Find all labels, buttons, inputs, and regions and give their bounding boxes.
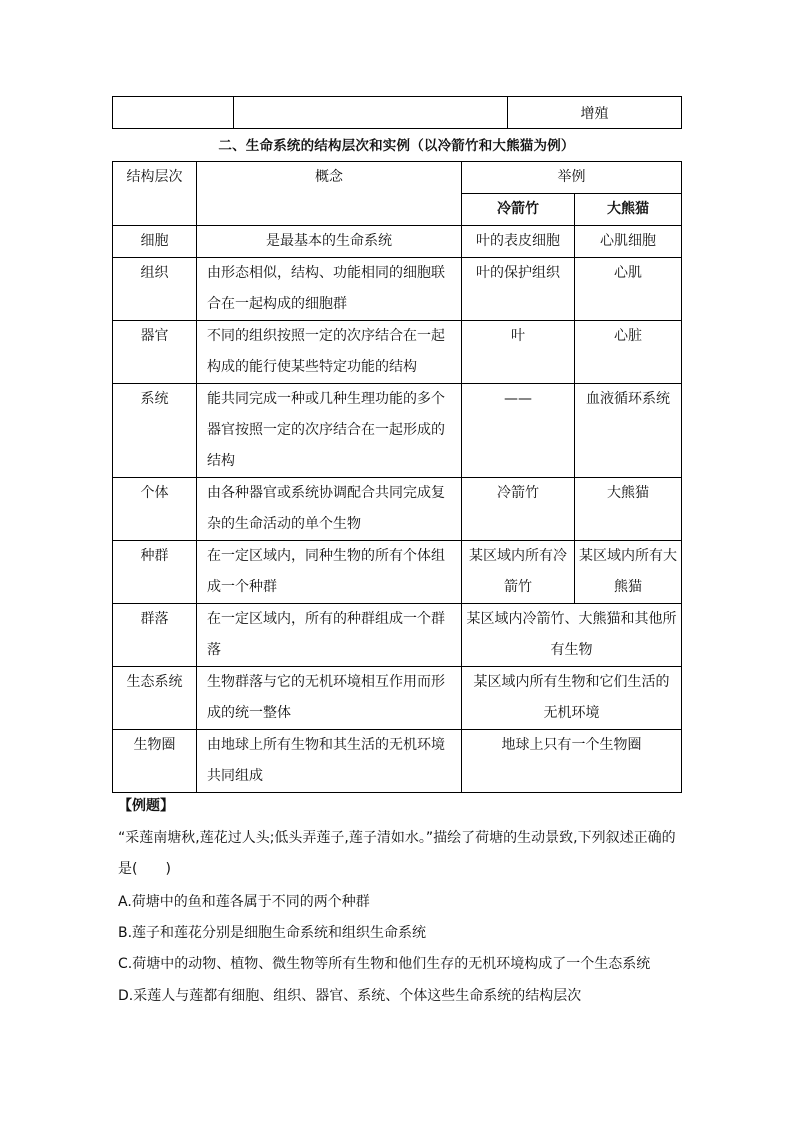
plant-cell: 叶 <box>462 321 575 384</box>
animal-cell: 血液循环系统 <box>575 384 682 478</box>
plant-cell: 某区域内所有冷箭竹 <box>462 541 575 604</box>
example-heading: 【例题】 <box>118 798 174 814</box>
header-example: 举例 <box>462 162 682 194</box>
concept-cell: 在一定区域内，同种生物的所有个体组成一个种群 <box>197 541 462 604</box>
table-row <box>113 97 682 129</box>
header-plant: 冷箭竹 <box>462 194 575 226</box>
concept-cell: 生物群落与它的无机环境相互作用而形成的统一整体 <box>197 667 462 730</box>
concept-cell: 在一定区域内，所有的种群组成一个群落 <box>197 604 462 667</box>
example-merged-cell: 某区域内所有生物和它们生活的无机环境 <box>462 667 682 730</box>
animal-cell: 心肌 <box>575 258 682 321</box>
table-row <box>113 226 682 258</box>
plant-cell: 叶的保护组织 <box>462 258 575 321</box>
option-a: A.荷塘中的鱼和莲各属于不同的两个种群 <box>118 894 370 910</box>
level-cell: 个体 <box>113 478 197 541</box>
option-c: C.荷塘中的动物、植物、微生物等所有生物和他们生存的无机环境构成了一个生态系统 <box>118 956 651 972</box>
level-cell: 生态系统 <box>113 667 197 730</box>
level-cell: 生物圈 <box>113 730 197 793</box>
level-cell: 细胞 <box>113 226 197 258</box>
question-text: “采莲南塘秋,莲花过人头;低头弄莲子,莲子清如水。”描绘了荷塘的生动景致,下列叙述正确的是( ) <box>118 830 676 877</box>
header-concept: 概念 <box>197 162 462 226</box>
plant-cell: 冷箭竹 <box>462 478 575 541</box>
table-row <box>113 478 682 541</box>
concept-cell: 能共同完成一种或几种生理功能的多个器官按照一定的次序结合在一起形成的结构 <box>197 384 462 478</box>
option-d: D.采莲人与莲都有细胞、组织、器官、系统、个体这些生命系统的结构层次 <box>118 988 582 1004</box>
animal-cell: 大熊猫 <box>575 478 682 541</box>
concept-cell: 由各种器官或系统协调配合共同完成复杂的生命活动的单个生物 <box>197 478 462 541</box>
table-row <box>113 258 682 321</box>
level-cell: 器官 <box>113 321 197 384</box>
concept-cell: 不同的组织按照一定的次序结合在一起构成的能行使某些特定功能的结构 <box>197 321 462 384</box>
concept-cell: 由地球上所有生物和其生活的无机环境共同组成 <box>197 730 462 793</box>
table-row <box>113 384 682 478</box>
table-row <box>113 730 682 793</box>
table-row <box>113 604 682 667</box>
header-animal: 大熊猫 <box>575 194 682 226</box>
table-row <box>113 667 682 730</box>
table-cell <box>234 97 508 129</box>
level-cell: 组织 <box>113 258 197 321</box>
plant-cell: —— <box>462 384 575 478</box>
example-merged-cell: 某区域内冷箭竹、大熊猫和其他所有生物 <box>462 604 682 667</box>
example-merged-cell: 地球上只有一个生物圈 <box>462 730 682 793</box>
section-title: 二、生命系统的结构层次和实例（以冷箭竹和大熊猫为例） <box>218 138 575 154</box>
level-cell: 种群 <box>113 541 197 604</box>
level-cell: 群落 <box>113 604 197 667</box>
concept-cell: 由形态相似，结构、功能相同的细胞联合在一起构成的细胞群 <box>197 258 462 321</box>
plant-cell: 叶的表皮细胞 <box>462 226 575 258</box>
animal-cell: 心肌细胞 <box>575 226 682 258</box>
level-cell: 系统 <box>113 384 197 478</box>
table-cell <box>113 97 234 129</box>
table-row <box>113 541 682 604</box>
header-level: 结构层次 <box>113 162 197 226</box>
table-header-row <box>113 162 682 194</box>
table-row <box>113 321 682 384</box>
animal-cell: 某区域内所有大熊猫 <box>575 541 682 604</box>
option-b: B.莲子和莲花分别是细胞生命系统和组织生命系统 <box>118 925 427 941</box>
table-cell: 增殖 <box>508 97 682 129</box>
animal-cell: 心脏 <box>575 321 682 384</box>
hierarchy-table <box>112 161 682 793</box>
top-table <box>112 96 682 129</box>
concept-cell: 是最基本的生命系统 <box>197 226 462 258</box>
